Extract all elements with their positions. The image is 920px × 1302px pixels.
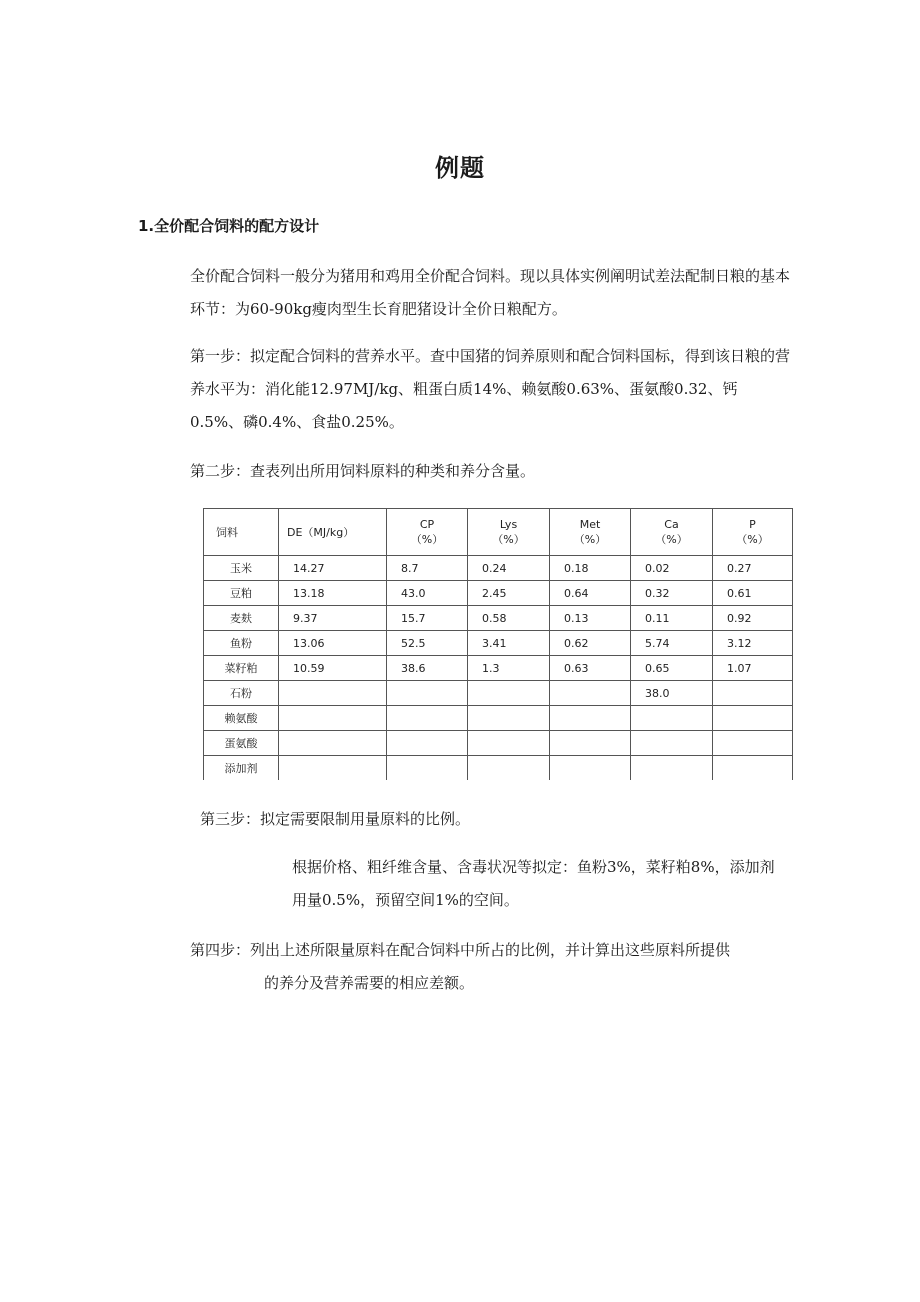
step3-paragraph: 第三步：拟定需要限制用量原料的比例。 bbox=[200, 810, 471, 828]
step2-paragraph: 第二步：查表列出所用饲料原料的种类和养分含量。 bbox=[190, 462, 536, 480]
table-cell: 0.61 bbox=[713, 581, 793, 606]
table-header-cell bbox=[631, 509, 713, 556]
table-cell: 8.7 bbox=[387, 556, 468, 581]
table-row bbox=[204, 556, 793, 581]
table-cell: 15.7 bbox=[387, 606, 468, 631]
header-unit: （%） bbox=[410, 533, 444, 546]
table-cell bbox=[387, 756, 468, 781]
table-cell: 9.37 bbox=[279, 606, 387, 631]
table-row bbox=[204, 731, 793, 756]
table-cell bbox=[631, 756, 713, 781]
table-cell bbox=[550, 681, 631, 706]
table-cell: 13.18 bbox=[279, 581, 387, 606]
table-cell bbox=[279, 706, 387, 731]
table-header-row bbox=[204, 509, 793, 556]
header-label: CP bbox=[419, 518, 435, 531]
step1-paragraph: 第一步：拟定配合饲料的营养水平。查中国猪的饲养原则和配合饲料国标，得到该日粮的营养水平为：消化能12.97MJ/kg、粗蛋白质14%、赖氨酸0.63%、蛋氨酸0.32、钙0.5%、磷0.4%、食盐0.25%。 bbox=[190, 347, 791, 431]
table-cell: 0.02 bbox=[631, 556, 713, 581]
table-cell bbox=[713, 756, 793, 781]
table-header-cell bbox=[550, 509, 631, 556]
table-cell bbox=[279, 731, 387, 756]
table-cell bbox=[279, 756, 387, 781]
table-cell bbox=[713, 731, 793, 756]
header-label: Met bbox=[579, 518, 601, 531]
intro-paragraph: 全价配合饲料一般分为猪用和鸡用全价配合饲料。现以具体实例阐明试差法配制日粮的基本环节：为60-90kg瘦肉型生长育肥猪设计全价日粮配方。 bbox=[190, 267, 791, 318]
table-header-cell bbox=[204, 509, 279, 556]
header-unit: （%） bbox=[736, 533, 769, 546]
table-cell: 0.64 bbox=[550, 581, 631, 606]
table-cell: 0.13 bbox=[550, 606, 631, 631]
table-cell: 14.27 bbox=[279, 556, 387, 581]
header-unit: （%） bbox=[655, 533, 688, 546]
table-row bbox=[204, 606, 793, 631]
table-cell: 38.0 bbox=[631, 681, 713, 706]
table-cell bbox=[468, 681, 550, 706]
table-cell: 0.65 bbox=[631, 656, 713, 681]
table-row bbox=[204, 631, 793, 656]
table-row bbox=[204, 681, 793, 706]
table-cell: 0.18 bbox=[550, 556, 631, 581]
step4-line2: 的养分及营养需要的相应差额。 bbox=[264, 974, 475, 992]
table-cell bbox=[468, 756, 550, 781]
table-cell bbox=[631, 706, 713, 731]
feed-name-cell: 豆粕 bbox=[204, 581, 279, 606]
table-row bbox=[204, 756, 793, 781]
table-header-cell bbox=[387, 509, 468, 556]
header-label: P bbox=[749, 518, 756, 531]
header-unit: （%） bbox=[492, 533, 525, 546]
table-cell: 0.32 bbox=[631, 581, 713, 606]
page-title: 例题 bbox=[435, 154, 485, 182]
table-cell bbox=[387, 731, 468, 756]
table-cell: 0.63 bbox=[550, 656, 631, 681]
step4-paragraph bbox=[190, 934, 790, 1000]
step4-line1: 第四步：列出上述所限量原料在配合饲料中所占的比例，并计算出这些原料所提供 bbox=[190, 941, 731, 959]
feed-name-cell: 鱼粉 bbox=[204, 631, 279, 656]
feed-name-cell: 玉米 bbox=[204, 556, 279, 581]
header-label: 饲料 bbox=[216, 525, 238, 539]
table-cell bbox=[550, 756, 631, 781]
table-cell: 3.41 bbox=[468, 631, 550, 656]
table-cell: 10.59 bbox=[279, 656, 387, 681]
table-cell: 38.6 bbox=[387, 656, 468, 681]
table-cell: 5.74 bbox=[631, 631, 713, 656]
feed-name-cell: 石粉 bbox=[204, 681, 279, 706]
table-cell bbox=[387, 681, 468, 706]
table-cell: 0.62 bbox=[550, 631, 631, 656]
table-header-cell bbox=[468, 509, 550, 556]
table-cell: 0.11 bbox=[631, 606, 713, 631]
table-cell bbox=[387, 706, 468, 731]
table-row bbox=[204, 581, 793, 606]
table-cell: 52.5 bbox=[387, 631, 468, 656]
table-cell bbox=[468, 706, 550, 731]
header-unit: （%） bbox=[573, 533, 607, 546]
table-cell: 0.27 bbox=[713, 556, 793, 581]
table-header-cell bbox=[279, 509, 387, 556]
header-label: Lys bbox=[499, 518, 518, 531]
feed-name-cell: 麦麸 bbox=[204, 606, 279, 631]
table-cell: 13.06 bbox=[279, 631, 387, 656]
header-label: DE（MJ/kg） bbox=[287, 525, 355, 539]
feed-name-cell: 赖氨酸 bbox=[204, 706, 279, 731]
table-cell: 0.92 bbox=[713, 606, 793, 631]
table-cell: 1.07 bbox=[713, 656, 793, 681]
table-cell: 0.58 bbox=[468, 606, 550, 631]
table-cell bbox=[550, 731, 631, 756]
feed-nutrient-table bbox=[203, 508, 793, 780]
table-cell: 1.3 bbox=[468, 656, 550, 681]
table-cell bbox=[550, 706, 631, 731]
section-heading: 1.全价配合饲料的配方设计 bbox=[138, 217, 320, 235]
table-cell: 2.45 bbox=[468, 581, 550, 606]
table-cell: 43.0 bbox=[387, 581, 468, 606]
table-cell: 0.24 bbox=[468, 556, 550, 581]
table-header-cell bbox=[713, 509, 793, 556]
feed-name-cell: 菜籽粕 bbox=[204, 656, 279, 681]
table-cell bbox=[468, 731, 550, 756]
step3-detail-paragraph: 根据价格、粗纤维含量、含毒状况等拟定：鱼粉3%，菜籽粕8%，添加剂用量0.5%，预留空间1%的空间。 bbox=[292, 858, 775, 909]
feed-name-cell: 添加剂 bbox=[204, 756, 279, 781]
table-cell bbox=[631, 731, 713, 756]
table-cell bbox=[713, 706, 793, 731]
header-label: Ca bbox=[664, 518, 679, 531]
table-row bbox=[204, 706, 793, 731]
feed-name-cell: 蛋氨酸 bbox=[204, 731, 279, 756]
table-cell bbox=[713, 681, 793, 706]
table-row bbox=[204, 656, 793, 681]
table-cell: 3.12 bbox=[713, 631, 793, 656]
table-cell bbox=[279, 681, 387, 706]
